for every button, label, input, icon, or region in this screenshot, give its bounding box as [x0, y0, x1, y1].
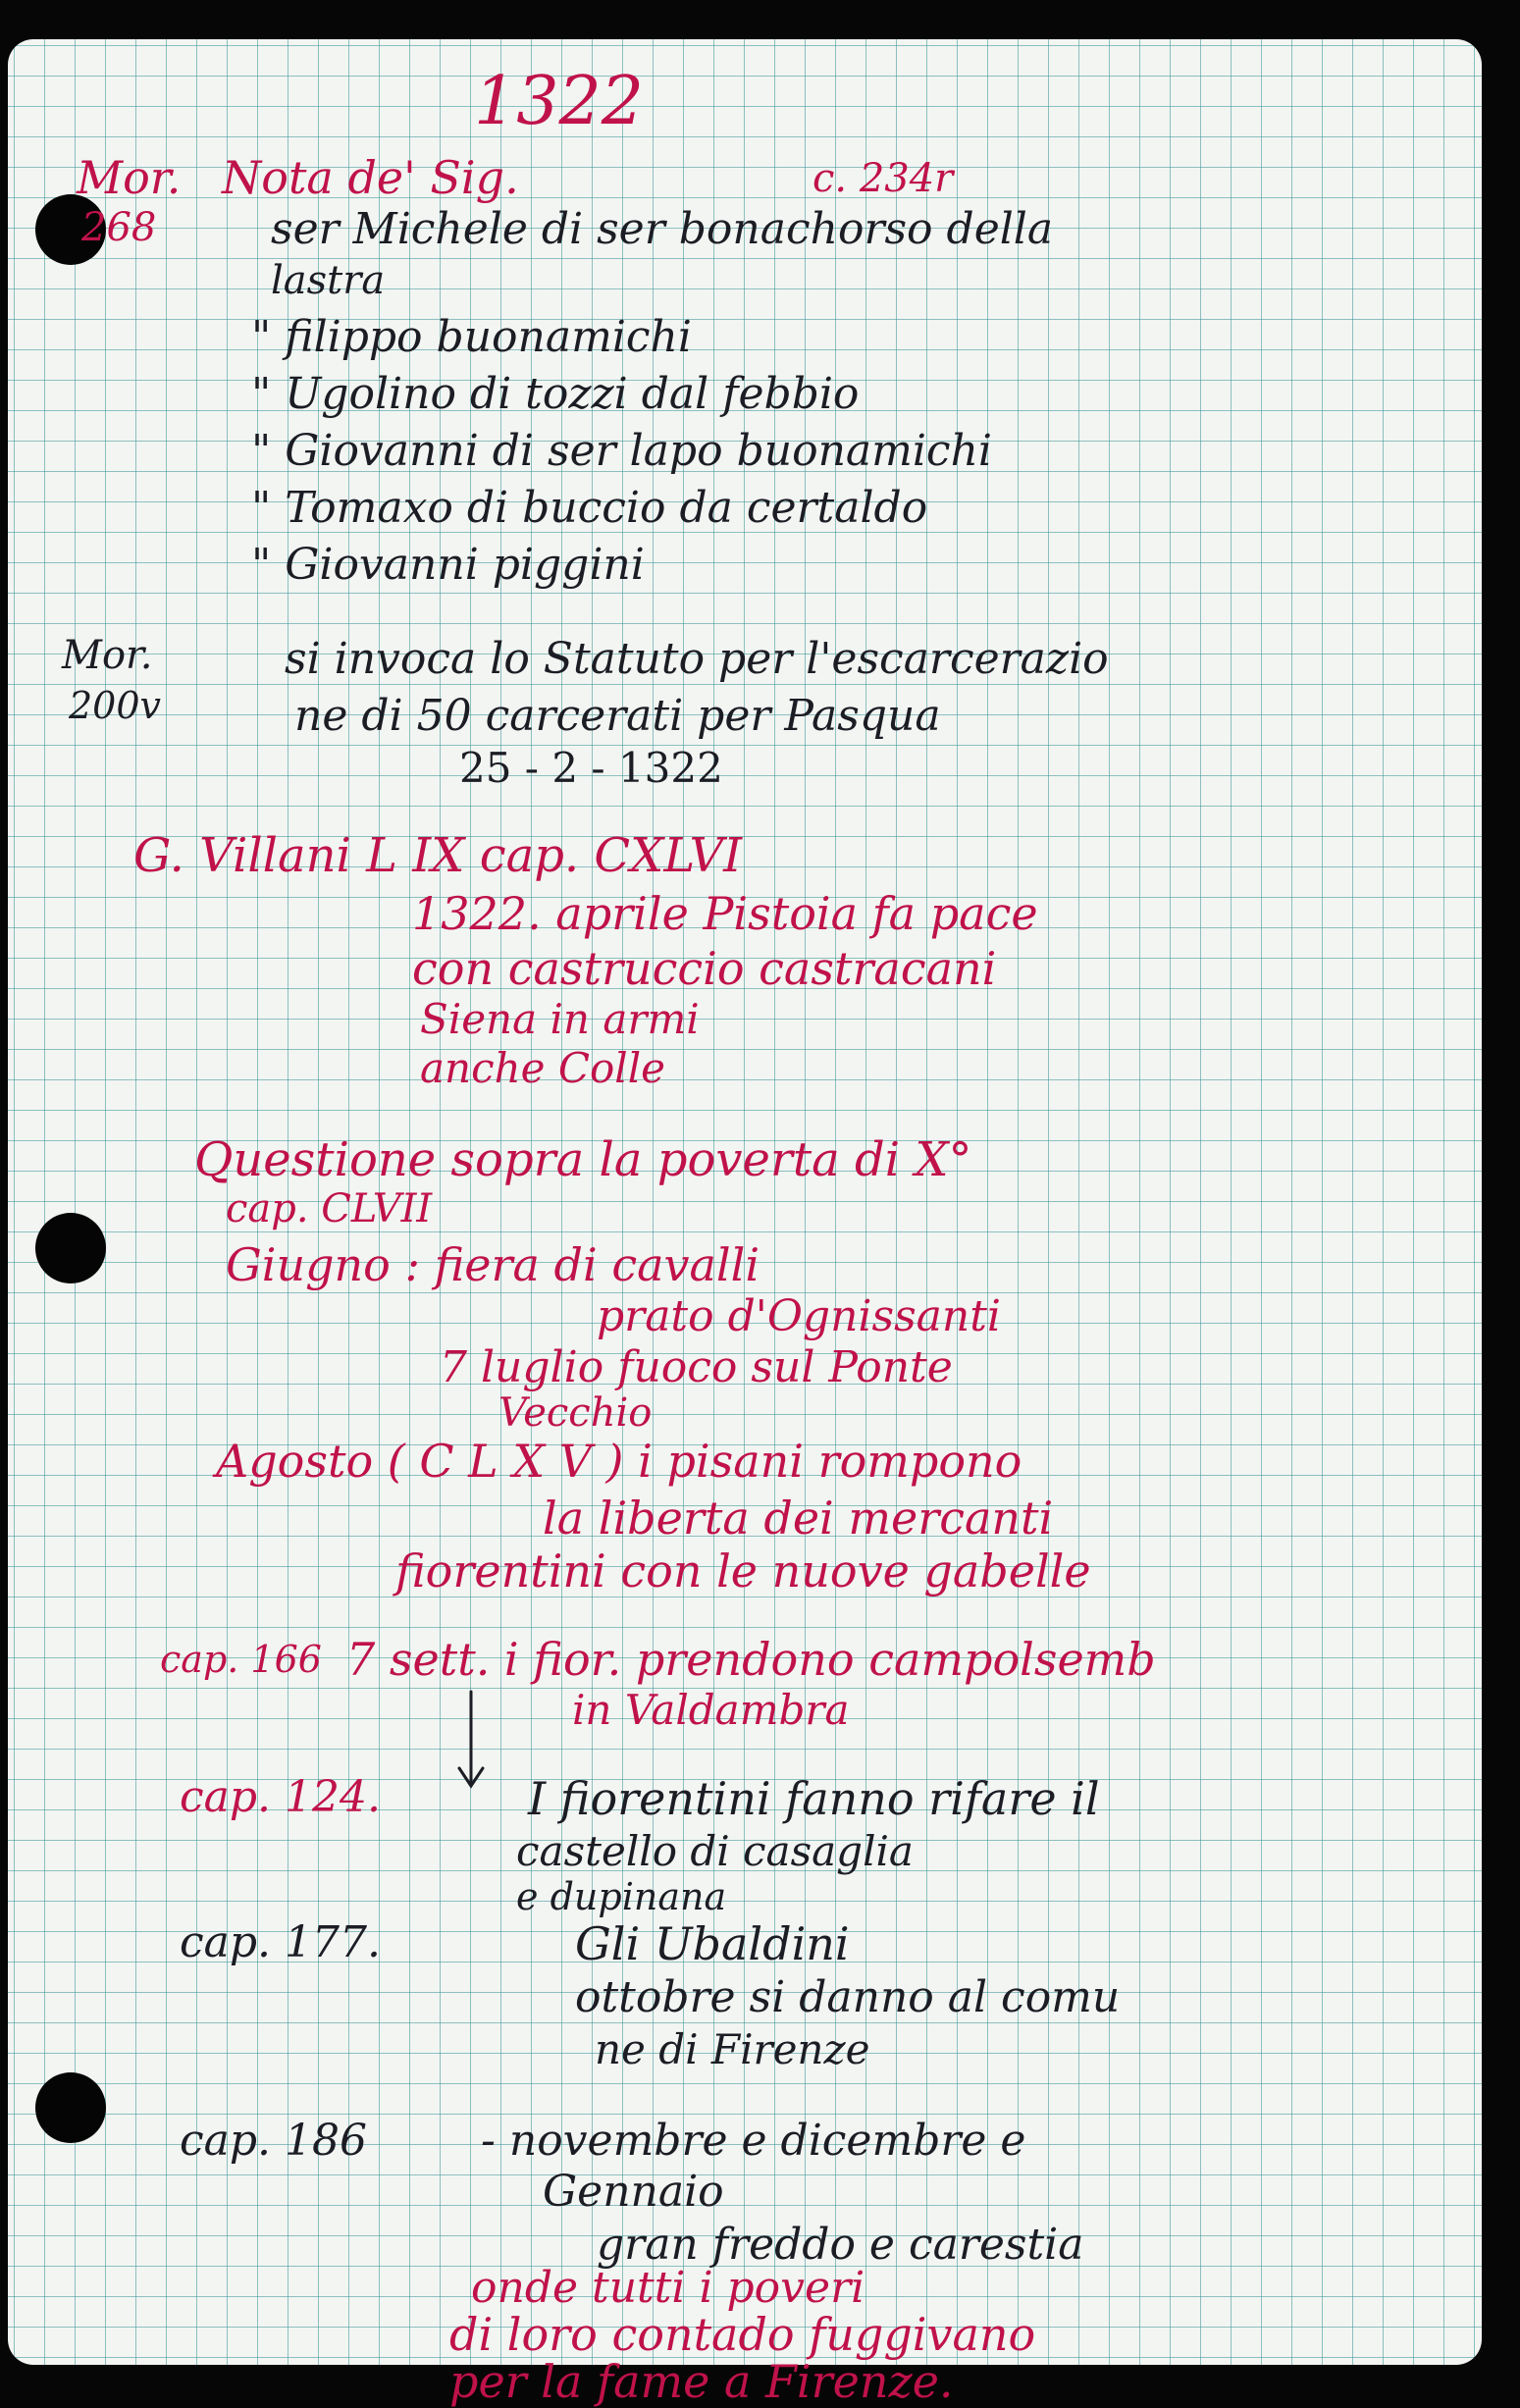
text-line: di loro contado fuggivano — [449, 2308, 1036, 2361]
text-line: e dupinana — [516, 1875, 727, 1918]
text-line: Gli Ubaldini — [575, 1917, 850, 1970]
text-line: si invoca lo Statuto per l'escarcerazio — [285, 634, 1109, 684]
text-line: Agosto ( C L X V ) i pisani rompono — [216, 1435, 1022, 1488]
text-line: gran freddo e carestia — [597, 2220, 1084, 2270]
chapter-label: cap. 186 — [180, 2116, 367, 2166]
nota-title: Nota de' Sig. — [222, 151, 519, 204]
list-item: " filippo buonamichi — [251, 312, 692, 362]
text-line: Vecchio — [498, 1390, 653, 1436]
text-line: per la fame a Firenze. — [449, 2355, 954, 2408]
text-line: 7 luglio fuoco sul Ponte — [440, 1342, 953, 1392]
chapter-label: cap. 166 — [160, 1638, 322, 1681]
date-line: 25 - 2 - 1322 — [459, 744, 723, 792]
text-line: anche Colle — [420, 1044, 666, 1092]
year-heading: 1322 — [474, 63, 645, 140]
list-item: " Tomaxo di buccio da certaldo — [251, 483, 928, 533]
list-item: " Giovanni di ser lapo buonamichi — [251, 426, 992, 476]
ref-number: 268 — [81, 205, 157, 250]
text-line: Questione sopra la poverta di X° — [194, 1132, 972, 1187]
text-line: fiorentini con le nuove gabelle — [395, 1544, 1091, 1597]
text-line: castello di casaglia — [516, 1827, 914, 1875]
text-line: 1322. aprile Pistoia fa pace — [412, 887, 1038, 940]
list-item: lastra — [271, 258, 386, 303]
text-line: - novembre e dicembre e — [481, 2116, 1026, 2166]
text-line: Siena in armi — [420, 995, 700, 1043]
text-line: ottobre si danno al comu — [575, 1972, 1121, 2022]
list-item: " Ugolino di tozzi dal febbio — [251, 369, 860, 419]
ref-number: 200v — [69, 684, 161, 727]
section-heading: G. Villani L IX cap. CXLVI — [133, 828, 743, 883]
chapter-label: cap. 177. — [180, 1917, 381, 1967]
text-line: ne di 50 carcerati per Pasqua — [294, 691, 941, 741]
arrow-down-icon — [451, 1688, 491, 1796]
list-item: " Giovanni piggini — [251, 540, 645, 590]
text-line: prato d'Ognissanti — [597, 1291, 1001, 1341]
text-line: in Valdambra — [572, 1686, 850, 1734]
chapter-label: cap. 124. — [180, 1772, 381, 1822]
text-line: onde tutti i poveri — [471, 2263, 865, 2313]
text-line: cap. CLVII — [226, 1186, 433, 1231]
carta-ref: c. 234r — [812, 156, 954, 201]
punch-hole — [35, 1213, 106, 1283]
text-line: 7 sett. i fior. prendono campolsemb — [346, 1633, 1156, 1686]
list-item: ser Michele di ser bonachorso della — [271, 204, 1054, 254]
text-line: Giugno : fiera di cavalli — [226, 1238, 760, 1291]
mor-label: Mor. — [62, 633, 153, 678]
text-line: ne di Firenze — [595, 2025, 870, 2073]
grid-paper-page — [8, 39, 1482, 2408]
text-line: la liberta dei mercanti — [543, 1492, 1054, 1544]
text-line: con castruccio castracani — [412, 942, 997, 995]
mor-label: Mor. — [77, 151, 182, 204]
punch-hole — [35, 2072, 106, 2143]
text-line: I fiorentini fanno rifare il — [528, 1772, 1100, 1825]
text-line: Gennaio — [543, 2167, 724, 2217]
